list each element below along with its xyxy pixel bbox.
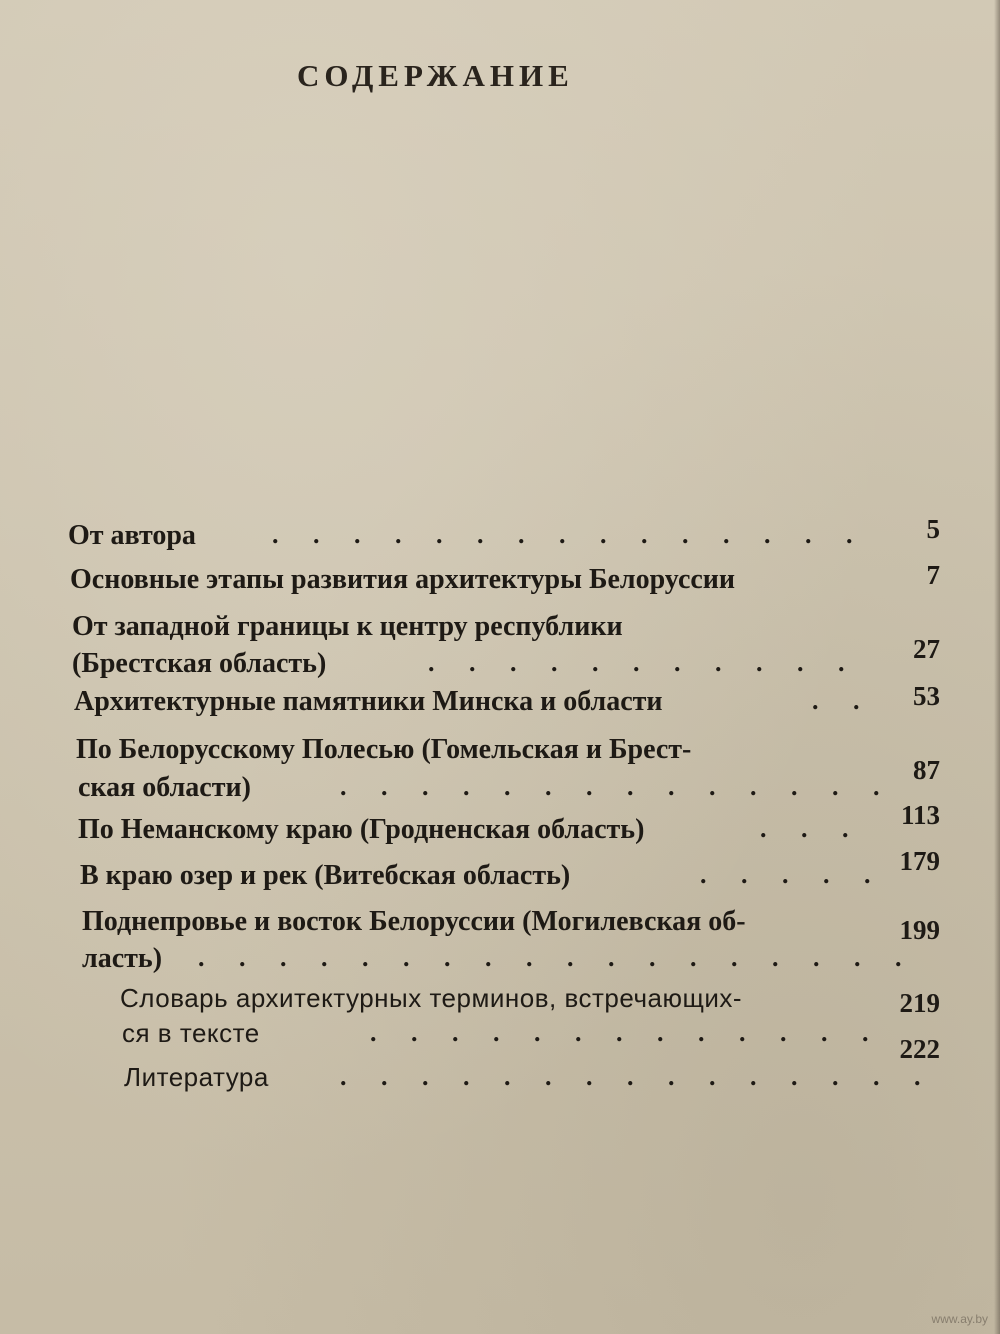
toc-entry-page: 27 — [913, 634, 940, 664]
toc-entry-title: Поднепровье и восток Белоруссии (Могилевская об- — [82, 906, 746, 937]
toc-entry-title-continued: ская области) — [78, 772, 251, 803]
toc-entry-page: 5 — [926, 514, 940, 544]
page-title: СОДЕРЖАНИЕ — [297, 58, 574, 93]
toc-entry-title: От западной границы к центру республики — [72, 611, 623, 642]
toc-entry-dots: . . — [812, 686, 874, 715]
toc-entry-title-continued: ласть) — [82, 943, 163, 974]
toc-entry-dots: . . . . . . . . . . . . . . — [340, 772, 894, 801]
toc-entry-dots: . . . . . . . . . . . . . . . . . . — [198, 943, 916, 972]
toc-entry-page: 179 — [899, 846, 940, 876]
toc-entry-page: 219 — [899, 988, 940, 1018]
toc-entry-dots: . . . . . — [700, 860, 885, 889]
toc-entry-dots: . . . . . . . . . . . . . . . — [340, 1062, 935, 1091]
toc-entry-title: Литература — [124, 1062, 269, 1092]
toc-entry-dots: . . . — [760, 814, 863, 843]
toc-entry-page: 199 — [899, 915, 940, 945]
watermark: www.ay.by — [931, 1312, 988, 1326]
toc-entry-title: Словарь архитектурных терминов, встречающих- — [120, 983, 743, 1013]
toc-entry-page: 113 — [900, 800, 940, 830]
toc-entry-page: 222 — [899, 1034, 940, 1064]
toc-entry-title-continued: (Брестская область) — [72, 648, 327, 679]
toc-entry-dots: . . . . . . . . . . . . . . . — [272, 520, 867, 549]
toc-entry-title: От автора — [68, 520, 196, 551]
toc-entry-title: По Белорусскому Полесью (Гомельская и Брест- — [76, 734, 692, 765]
toc-entry-title: По Неманскому краю (Гродненская область) — [78, 814, 645, 845]
toc-entry-title-continued: ся в тексте — [122, 1018, 260, 1048]
toc-entry-page: 7 — [926, 560, 940, 590]
toc-entry-dots: . . . . . . . . . . . — [428, 648, 859, 677]
toc-entry-page: 53 — [913, 681, 940, 711]
toc-entry-title: В краю озер и рек (Витебская область) — [80, 860, 571, 891]
toc-entry-dots: . . . . . . . . . . . . . — [370, 1018, 883, 1047]
toc-entry-title: Архитектурные памятники Минска и области — [74, 686, 663, 717]
toc-entry-title: Основные этапы развития архитектуры Белоруссии — [70, 564, 736, 595]
toc-entry-page: 87 — [913, 755, 940, 785]
